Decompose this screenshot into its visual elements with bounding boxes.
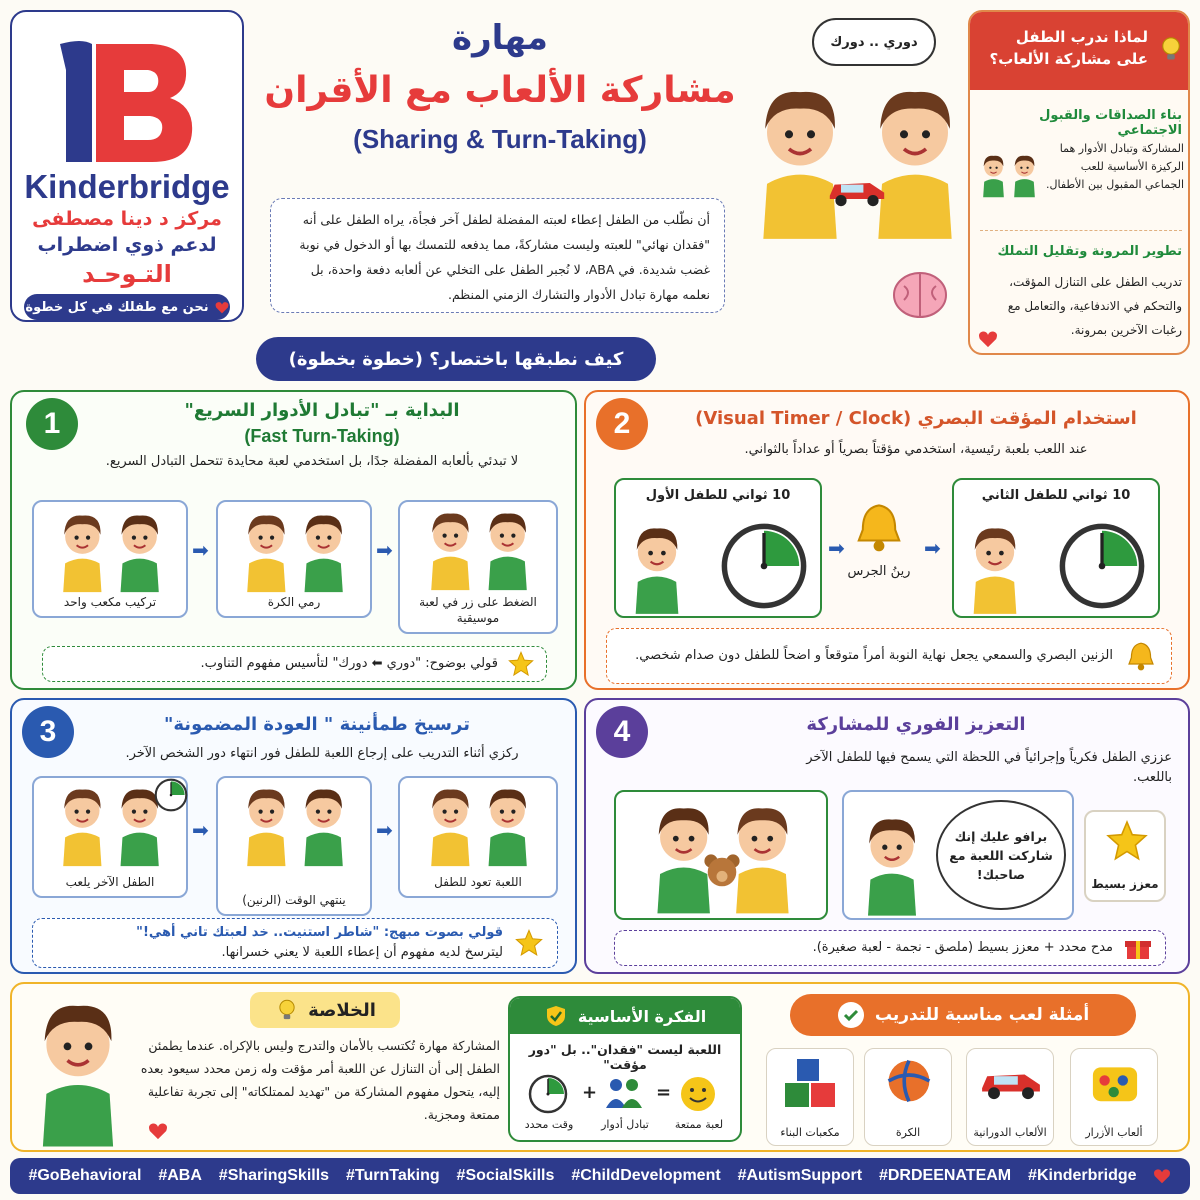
divider <box>980 230 1182 231</box>
star-icon <box>508 651 534 677</box>
brain-icon <box>890 268 950 322</box>
two-people-icon <box>604 1076 644 1114</box>
title-line2: مشاركة الألعاب مع الأقران <box>264 70 736 111</box>
step4-frame-praise <box>842 790 1074 920</box>
kinderbridge-logo-mark <box>52 30 202 170</box>
step2-title: استخدام المؤقت البصري (Visual Timer / Clock) <box>695 408 1137 429</box>
gift-icon <box>1125 936 1151 960</box>
step1-text: لا تبدئي بألعابه المفضلة جدًا، بل استخدمي لعبة محايدة تتحمل التبادل السريع. <box>105 454 519 469</box>
summary-header <box>250 992 400 1028</box>
simple-reinforcer <box>1084 810 1166 902</box>
shield-check-icon <box>544 1004 568 1028</box>
core-item-label: لعبة ممتعة <box>674 1118 724 1131</box>
step3-title: ترسيخ طمأنينة " العودة المضمونة" <box>164 714 470 735</box>
hashtag[interactable]: #GoBehavioral <box>28 1167 142 1184</box>
hero-boy-yellow-2 <box>860 70 970 250</box>
section-banner <box>256 337 656 381</box>
arrow-icon: ➡ <box>376 818 393 842</box>
step1-note-text: قولي بوضوح: "دوري ⬅ دورك" لتأسيس مفهوم التناوب. <box>200 656 498 671</box>
hashtag[interactable]: #DRDEENATEAM <box>878 1167 1012 1184</box>
step1-title-en: (Fast Turn-Taking) <box>244 426 400 446</box>
bell-label: رينُ الجرس <box>847 564 911 579</box>
timer-clock-icon <box>720 522 808 610</box>
step3-note-quote: قولي بصوت مبهج: "شاطر استنيت.. خد لعبتك تاني أهي!" <box>136 925 503 940</box>
friends-handshake-illustration <box>978 144 1040 206</box>
reinforcer-label: معزز بسيط <box>1091 877 1159 891</box>
summary-text: المشاركة مهارة تُكتسب بالأمان والتدرج وليس بالإكراه. عندما يطمئن الطفل إلى أن التنازل عن اللعبة أمر مؤقت وله زمن محدد سيعود بعده إليه، يتحول مفهوم المشاركة من "تهديد لممتلكاته" إلى تجربة تفاعلية ممتعة ومجزية. <box>140 1038 500 1122</box>
benefit2-text: تدريب الطفل على التنازل المؤقت، والتحكم في الاندفاعية، والتعامل مع رغبات الآخرين بمرونة. <box>1007 275 1182 337</box>
step3-number: 3 <box>22 706 74 758</box>
step1-frame-music <box>398 500 558 634</box>
teddy-bear-icon <box>700 850 744 894</box>
step1-caption: تركيب مكعب واحد <box>63 595 157 609</box>
hashtag[interactable]: #SharingSkills <box>218 1167 330 1184</box>
step2-note <box>606 628 1172 684</box>
why-card <box>968 10 1190 355</box>
step3-note-text: ليترسخ لديه مفهوم أن إعطاء اللعبة لا يعني خسرانها. <box>221 945 503 960</box>
hashtag[interactable]: #SocialSkills <box>456 1167 555 1184</box>
plus-icon: + <box>582 1082 598 1103</box>
arrow-icon: ➡ <box>192 538 209 562</box>
step4-note-text: مدح محدد + معزز بسيط (ملصق - نجمة - لعبة صغيرة). <box>812 940 1113 955</box>
logo-card <box>10 10 244 322</box>
clock-icon <box>528 1074 568 1114</box>
speech-text: دوري .. دورك <box>830 34 918 50</box>
example-label: ألعاب الأزرار <box>1085 1126 1143 1139</box>
step3-frame-time-up <box>216 776 372 916</box>
step3-caption: اللعبة تعود للطفل <box>434 875 522 889</box>
heart-icon <box>1153 1168 1171 1184</box>
hashtag[interactable]: #TurnTaking <box>345 1167 440 1184</box>
core-item-label: تبادل أدوار <box>601 1118 649 1131</box>
core-item-label: وقت محدد <box>524 1118 574 1131</box>
stopwatch-icon <box>154 778 188 812</box>
hashtag-bar <box>10 1158 1190 1194</box>
heart-icon <box>978 330 998 348</box>
step1-title: البداية بـ "تبادل الأدوار السريع" <box>184 400 460 421</box>
speech-bubble <box>812 18 936 66</box>
bell-icon <box>852 500 906 554</box>
core-idea-card <box>508 996 742 1142</box>
praise-text: برافو عليك إنك شاركت اللعبة مع صاحبك! <box>949 828 1053 882</box>
arrow-icon: ➡ <box>828 536 845 560</box>
core-idea-header <box>510 998 740 1034</box>
toy-car-icon <box>977 1061 1045 1105</box>
hashtag[interactable]: #Kinderbridge <box>1028 1167 1137 1184</box>
step4-title: التعزيز الفوري للمشاركة <box>806 714 1026 735</box>
step4-text: عززي الطفل فكرياً وإجرائياً في اللحظة التي يسمح فيها للطفل الآخر باللعب. <box>806 750 1172 785</box>
title-line1: مهارة <box>452 18 548 58</box>
examples-header <box>790 994 1136 1036</box>
step1-note <box>42 646 547 682</box>
step3-text: ركزي أثناء التدريب على إرجاع اللعبة للطفل فور انتهاء دور الشخص الآخر. <box>125 746 519 761</box>
thumbs-up-boy <box>22 992 134 1150</box>
smiley-icon <box>678 1074 718 1114</box>
step1-caption: رمي الكرة <box>267 595 321 609</box>
step1-card <box>10 390 577 690</box>
equals-icon: = <box>656 1082 672 1103</box>
step2-number: 2 <box>596 398 648 450</box>
ball-icon <box>885 1057 933 1105</box>
step1-frame-blocks <box>32 500 188 618</box>
step1-frame-ball <box>216 500 372 618</box>
tagline-text: نحن مع طفلك في كل خطوة <box>25 299 209 315</box>
hero-boy-yellow <box>745 70 855 250</box>
summary-title: الخلاصة <box>308 999 376 1021</box>
example-ball <box>864 1048 952 1146</box>
step2-note-text: الزنين البصري والسمعي يجعل نهاية النوبة أمراً متوقعاً و اضحاً للطفل دون صدام شخصي. <box>635 648 1113 663</box>
step3-caption: ينتهي الوقت (الرنين) <box>242 893 346 907</box>
hashtag[interactable]: #ChildDevelopment <box>571 1167 721 1184</box>
step1-number: 1 <box>26 398 78 450</box>
hashtag[interactable]: #ABA <box>158 1167 202 1184</box>
arrow-icon: ➡ <box>924 536 941 560</box>
tagline-pill <box>24 294 230 320</box>
check-circle-icon <box>837 1001 865 1029</box>
example-spinning-toys <box>966 1048 1054 1146</box>
lightbulb-icon <box>274 997 300 1023</box>
heart-icon <box>148 1122 168 1140</box>
brand-name: Kinderbridge <box>24 168 230 205</box>
center-subtitle: لدعم ذوي اضطراب <box>37 234 217 256</box>
step3-frame-returns <box>398 776 558 898</box>
why-title: لماذا ندرب الطفل على مشاركة الألعاب؟ <box>970 12 1188 90</box>
timer-label-first: 10 ثواني للطفل الأول <box>645 488 791 503</box>
star-icon <box>1106 820 1148 862</box>
examples-title: أمثلة لعب مناسبة للتدريب <box>874 1005 1090 1025</box>
benefit1-text: المشاركة وتبادل الأدوار هما الركيزة الأساسية للعب الجماعي المقبول بين الأطفال. <box>1045 142 1184 191</box>
example-label: الألعاب الدورانية <box>973 1126 1047 1139</box>
example-button-toys <box>1070 1048 1158 1146</box>
lightbulb-icon <box>1156 34 1186 64</box>
benefit2-title: تطوير المرونة وتقليل التملك <box>997 244 1182 259</box>
core-idea-title: الفكرة الأساسية <box>577 1006 707 1026</box>
step2-card <box>584 390 1190 690</box>
step3-card <box>10 698 577 974</box>
blocks-icon <box>781 1057 841 1109</box>
benefit1-title: بناء الصداقات والقبول الاجتماعي <box>1039 108 1182 138</box>
arrow-icon: ➡ <box>192 818 209 842</box>
example-label: مكعبات البناء <box>780 1126 840 1139</box>
center-autism: التـوحـد <box>82 260 172 288</box>
bell-icon <box>1125 640 1157 672</box>
arrow-icon: ➡ <box>376 538 393 562</box>
core-idea-text: اللعبة ليست "فقدان".. بل "دور مؤقت" <box>528 1042 722 1072</box>
title-line3: (Sharing & Turn-Taking) <box>353 124 647 154</box>
timer-label-second: 10 ثواني للطفل الثاني <box>981 488 1131 503</box>
hashtag[interactable]: #AutismSupport <box>737 1167 863 1184</box>
step3-note <box>32 918 558 968</box>
section-title: كيف نطبقها باختصار؟ (خطوة بخطوة) <box>288 348 624 370</box>
step4-frame-share <box>614 790 828 920</box>
intro-box: أن نطّلب من الطفل إعطاء لعبته المفضلة لطفل آخر فجأة، يراه الطفل على أنه "فقدان نهائي" للعبته وليست مشاركةً، مما يدفعه للتمسك بها أو الدخول في نوبة غضب شديدة. في ABA، لا نُجبر الطفل على التخلي عن ألعابه دفعة واحدة، بل نعلمه مهارة تبادل الأدوار والتشارك الزمني المنظم. <box>270 198 725 313</box>
button-toy-icon <box>1089 1057 1141 1109</box>
example-label: الكرة <box>895 1126 921 1139</box>
step4-number: 4 <box>596 706 648 758</box>
step2-text: عند اللعب بلعبة رئيسية، استخدمي مؤقتاً بصرياً أو عداداً بالثواني. <box>744 442 1088 457</box>
center-name: مركز د دينا مصطفى <box>32 208 222 230</box>
toy-car-icon <box>825 175 889 207</box>
step4-note <box>614 930 1166 966</box>
step4-card <box>584 698 1190 974</box>
timer-frame-second <box>952 478 1160 618</box>
praise-bubble <box>936 800 1066 910</box>
example-blocks <box>766 1048 854 1146</box>
timer-clock-icon <box>1058 522 1146 610</box>
star-icon <box>515 929 543 957</box>
timer-frame-first <box>614 478 822 618</box>
step1-caption: الضغط على زر في لعبة موسيقية <box>419 595 537 625</box>
step3-caption: الطفل الآخر يلعب <box>65 875 155 889</box>
heart-icon <box>215 301 229 314</box>
